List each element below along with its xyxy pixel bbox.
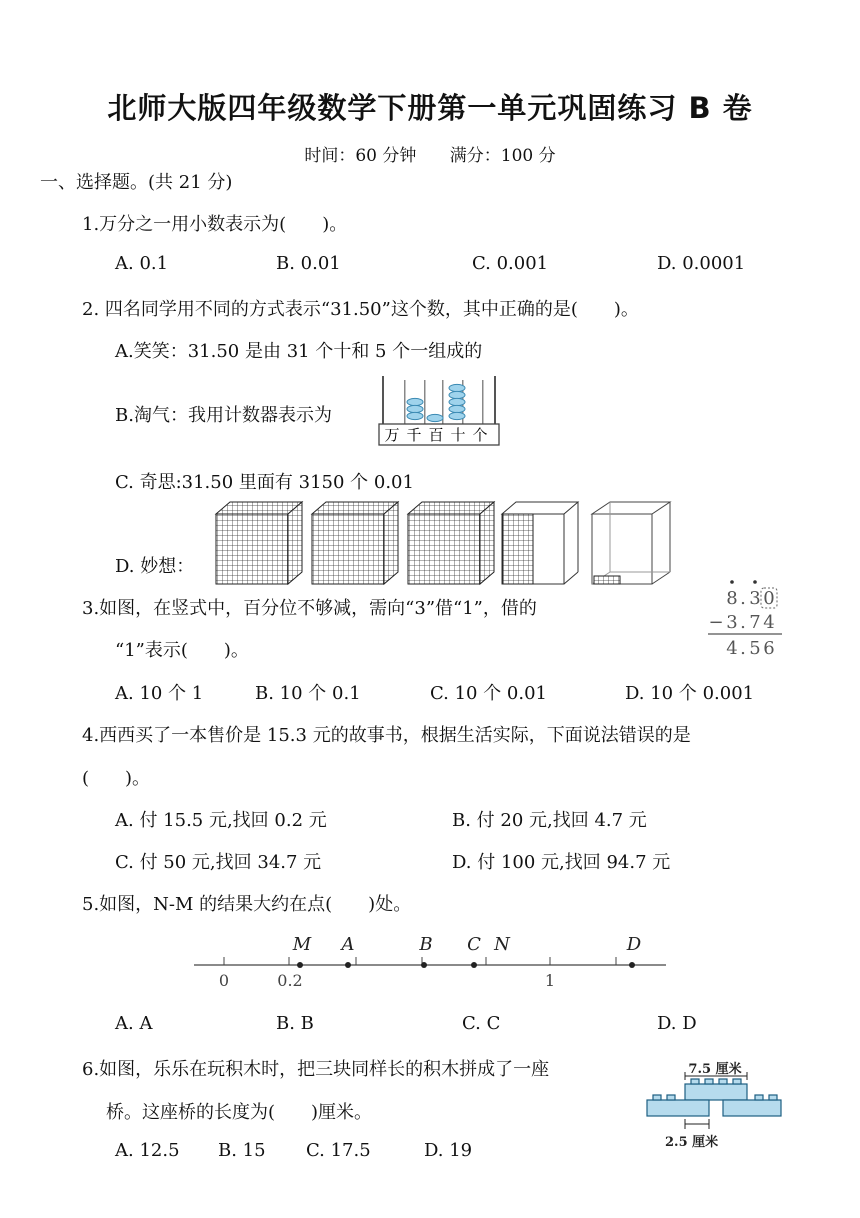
q5-stem: 5.如图，N-M 的结果大约在点( )处。: [82, 894, 412, 915]
point-a-label: A: [341, 934, 355, 955]
decimal-cubes-figure: [212, 500, 672, 588]
cube-half: [502, 502, 578, 584]
q4-stem-line2: ( )。: [82, 768, 151, 789]
q6-option-d[interactable]: D. 19: [424, 1140, 473, 1161]
number-line-figure: [190, 928, 670, 992]
point-b-label: B: [419, 934, 433, 955]
block-bridge-figure: [645, 1056, 783, 1154]
q2-option-d[interactable]: D. 妙想：: [115, 556, 195, 577]
q5-option-d[interactable]: D. D: [657, 1013, 697, 1034]
exam-meta: [0, 141, 860, 166]
abacus-label-wan: 万: [384, 426, 400, 444]
q6-option-c[interactable]: C. 17.5: [306, 1140, 371, 1161]
abacus-label-qian: 千: [406, 426, 422, 444]
full-score: 满分：100 分: [449, 146, 556, 166]
q2-option-b[interactable]: B.淘气：我用计数器表示为: [115, 405, 332, 426]
cube-full-1: [216, 502, 302, 584]
q6-option-a[interactable]: A. 12.5: [115, 1140, 180, 1161]
v-r1-d2: 3: [749, 588, 761, 609]
v-r1-d3: 0: [763, 588, 775, 609]
v-r2-d1: 3: [726, 612, 738, 633]
bridge-bottom-dimension: 2.5 厘米: [665, 1135, 719, 1150]
abacus-label-shi: 十: [450, 426, 466, 444]
q1-option-c[interactable]: C. 0.001: [472, 253, 549, 274]
tick-label-0: 0: [218, 971, 230, 990]
cube-full-3: [408, 502, 494, 584]
q3-option-c[interactable]: C. 10 个 0.01: [430, 683, 547, 704]
point-n-label: N: [494, 934, 510, 955]
q1-option-a[interactable]: A. 0.1: [115, 253, 169, 274]
tick-label-1: 1: [544, 971, 556, 990]
v-r3-pt: .: [740, 638, 746, 659]
point-c-label: C: [467, 934, 481, 955]
bridge-top-dimension: 7.5 厘米: [688, 1062, 742, 1077]
q4-option-b[interactable]: B. 付 20 元,找回 4.7 元: [452, 810, 647, 831]
page-title: 北师大版四年级数学下册第一单元巩固练习 B 卷: [107, 91, 753, 125]
cube-empty: [592, 502, 670, 584]
q1-option-b[interactable]: B. 0.01: [276, 253, 341, 274]
vertical-subtraction-figure: [676, 578, 786, 660]
v-r2-d3: 4: [763, 612, 775, 633]
abacus-figure: [378, 374, 500, 448]
q5-option-b[interactable]: B. B: [276, 1013, 314, 1034]
section-heading: 一、选择题。(共 21 分): [40, 172, 233, 193]
q3-option-a[interactable]: A. 10 个 1: [115, 683, 204, 704]
v-r2-minus: −: [708, 612, 724, 633]
q6-stem-line1: 6.如图，乐乐在玩积木时，把三块同样长的积木拼成了一座: [82, 1059, 550, 1080]
time-limit: 时间：60 分钟: [304, 146, 417, 166]
v-r3-d2: 5: [749, 638, 761, 659]
q2-option-a[interactable]: A.笑笑：31.50 是由 31 个十和 5 个一组成的: [115, 341, 483, 362]
cube-full-2: [312, 502, 398, 584]
q4-option-d[interactable]: D. 付 100 元,找回 94.7 元: [452, 852, 671, 873]
abacus-label-bai: 百: [428, 426, 444, 444]
q4-option-c[interactable]: C. 付 50 元,找回 34.7 元: [115, 852, 322, 873]
q6-stem-line2: 桥。这座桥的长度为( )厘米。: [106, 1102, 373, 1123]
tick-label-0.2: 0.2: [277, 971, 303, 990]
q5-option-a[interactable]: A. A: [115, 1013, 153, 1034]
point-m-label: M: [292, 934, 312, 955]
q2-stem: 2. 四名同学用不同的方式表示“31.50”这个数，其中正确的是( )。: [82, 299, 639, 320]
v-r1-pt: .: [740, 588, 746, 609]
q2-option-c[interactable]: C. 奇思:31.50 里面有 3150 个 0.01: [115, 472, 414, 493]
q1-option-d[interactable]: D. 0.0001: [657, 253, 746, 274]
q1-stem: 1.万分之一用小数表示为( )。: [82, 214, 348, 235]
q3-stem-line1: 3.如图，在竖式中，百分位不够减，需向“3”借“1”，借的: [82, 598, 537, 619]
v-r2-pt: .: [740, 612, 746, 633]
v-r3-d3: 6: [763, 638, 775, 659]
q3-option-b[interactable]: B. 10 个 0.1: [255, 683, 361, 704]
q3-stem-line2: “1”表示( )。: [115, 640, 249, 661]
q4-option-a[interactable]: A. 付 15.5 元,找回 0.2 元: [115, 810, 327, 831]
v-r2-d2: 7: [749, 612, 761, 633]
v-r1-d1: 8: [726, 588, 738, 609]
q6-option-b[interactable]: B. 15: [218, 1140, 266, 1161]
q3-option-d[interactable]: D. 10 个 0.001: [625, 683, 755, 704]
abacus-label-ge: 个: [472, 426, 488, 444]
q4-stem-line1: 4.西西买了一本售价是 15.3 元的故事书，根据生活实际，下面说法错误的是: [82, 725, 691, 746]
q5-option-c[interactable]: C. C: [462, 1013, 501, 1034]
v-r3-d1: 4: [726, 638, 738, 659]
point-d-label: D: [626, 934, 642, 955]
